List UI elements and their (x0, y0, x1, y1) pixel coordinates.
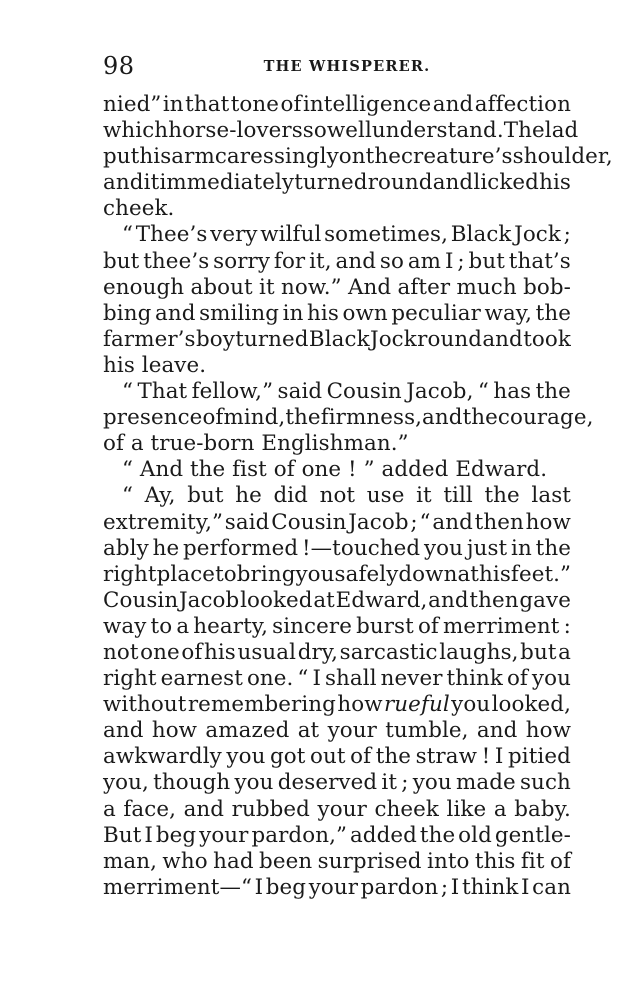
word: made (455, 770, 516, 796)
word: remembering (187, 692, 336, 718)
word: but (520, 639, 557, 665)
word: of (202, 405, 224, 431)
word: in (282, 300, 304, 326)
word: rueful (383, 692, 450, 718)
word: much (456, 274, 517, 300)
page-number: 98 (103, 52, 135, 80)
word: like (446, 796, 487, 822)
text-line (103, 483, 571, 509)
word: turned (294, 170, 368, 196)
word: in (511, 535, 532, 561)
word: Cousin (326, 379, 402, 405)
word: creature’s (400, 144, 513, 170)
word: it (381, 770, 398, 796)
word: think (461, 874, 519, 900)
word: out (310, 744, 346, 770)
word: performed (183, 535, 299, 561)
body-text (103, 92, 613, 901)
word: ! (481, 744, 491, 770)
word: you (234, 770, 274, 796)
word: his (103, 352, 135, 378)
word: had (213, 848, 254, 874)
word: arm (171, 144, 215, 170)
word: I (312, 666, 321, 692)
word: man, (103, 848, 158, 874)
word: awkwardly (103, 744, 222, 770)
word: such (519, 770, 571, 796)
word: about (190, 274, 253, 300)
word: Englishman.” (261, 431, 409, 457)
text-line (103, 249, 571, 275)
text-line (103, 405, 594, 431)
word: of (549, 848, 571, 874)
text-line (103, 327, 571, 353)
word: but (468, 248, 505, 274)
word: ; (440, 874, 449, 900)
word: I (444, 248, 454, 274)
text-line (103, 770, 571, 796)
word: at (313, 587, 335, 613)
word: till (443, 483, 473, 509)
word: bing (103, 300, 152, 326)
word: looked, (491, 692, 571, 718)
text-line (103, 170, 571, 196)
word: extremity,” (103, 509, 224, 535)
word: That (137, 379, 188, 405)
word: looked (240, 587, 313, 613)
word: after (397, 274, 451, 300)
word: to (215, 561, 237, 587)
word: now.” (281, 274, 342, 300)
word: use (366, 483, 405, 509)
word: Jock (514, 222, 561, 248)
word: your (317, 796, 367, 822)
word: firmness, (320, 405, 423, 431)
word: farmer’s (103, 326, 196, 352)
word: and (428, 587, 469, 613)
text-line (103, 875, 571, 901)
word: way (103, 613, 147, 639)
word: I (254, 874, 264, 900)
word: thee’s (143, 248, 210, 274)
word: took (523, 326, 571, 352)
word: his (139, 144, 172, 170)
word: in (162, 92, 184, 117)
word: Thee’s (135, 222, 208, 248)
word: licked (473, 170, 539, 196)
word: straw (415, 744, 478, 770)
text-line (103, 275, 571, 301)
word: of (273, 457, 295, 483)
word: has (493, 379, 532, 405)
word: a (558, 639, 571, 665)
word: think (446, 666, 503, 692)
text-line (103, 144, 613, 170)
word: that (185, 92, 230, 117)
word: which (103, 118, 169, 144)
word: But (103, 822, 142, 848)
text-line (103, 510, 571, 536)
word: the (375, 744, 412, 770)
word: nied” (103, 92, 162, 117)
word: “ (122, 222, 134, 248)
word: and (335, 248, 377, 274)
word: understand. (371, 118, 504, 144)
word: the (484, 483, 520, 509)
word: the (285, 405, 321, 431)
word: bob- (523, 274, 571, 300)
text-line (103, 118, 579, 144)
word: And (348, 274, 392, 300)
word: just (466, 535, 508, 561)
word: cheek (374, 796, 439, 822)
word: then (469, 587, 519, 613)
text-line (103, 666, 571, 692)
text-line (103, 562, 571, 588)
word: ; (401, 770, 409, 796)
word: it, (309, 248, 332, 274)
text-line (103, 692, 571, 718)
word: right (103, 666, 157, 692)
word: of (417, 613, 439, 639)
word: you (531, 666, 571, 692)
word: intelligence (302, 92, 432, 117)
text-line (103, 718, 571, 744)
word: rubbed (231, 796, 310, 822)
word: leave. (141, 352, 207, 378)
word: how (525, 718, 571, 744)
word: ; (410, 509, 418, 535)
word: affection (474, 92, 571, 117)
word: the (419, 822, 456, 848)
word: a (130, 431, 144, 457)
word: of (181, 639, 203, 665)
word: Jacob (348, 509, 409, 535)
word: sometimes, (324, 222, 449, 248)
word: the (535, 300, 571, 326)
text-line (103, 196, 571, 222)
word: and (183, 796, 225, 822)
word: own (342, 300, 388, 326)
word: “ (122, 483, 134, 509)
word: face, (123, 796, 177, 822)
word: the (189, 457, 226, 483)
word: round (367, 170, 433, 196)
word: “ (477, 379, 489, 405)
word: shoulder, (512, 144, 613, 170)
word: old (458, 822, 492, 848)
word: at (297, 718, 320, 744)
word: it (259, 274, 275, 300)
word: without (103, 692, 187, 718)
word: and (422, 405, 463, 431)
word: you (295, 561, 335, 587)
word: not (319, 483, 356, 509)
word: beg (265, 874, 307, 900)
word: surprised (317, 848, 422, 874)
word: then (474, 509, 524, 535)
text-line (103, 588, 571, 614)
word: ; (457, 248, 465, 274)
text-line (103, 353, 571, 379)
word: pardon,” (251, 822, 348, 848)
word: “ (122, 457, 134, 483)
text-line (103, 640, 571, 666)
word: And (139, 457, 184, 483)
word: safely (334, 561, 399, 587)
word: at (457, 561, 480, 587)
word: fellow,” (191, 379, 274, 405)
word: right (103, 561, 157, 587)
text-line (103, 457, 571, 483)
word: it (416, 483, 432, 509)
word: amazed (205, 718, 290, 744)
word: and (432, 92, 474, 117)
word: this (474, 848, 516, 874)
word: of (350, 744, 372, 770)
word: boy (195, 326, 235, 352)
word: “ (419, 509, 431, 535)
word: on (338, 144, 366, 170)
word: but (103, 248, 140, 274)
word: got (270, 744, 306, 770)
word: Edward, (335, 587, 428, 613)
word: how (525, 509, 571, 535)
word: lad (544, 118, 579, 144)
word: very (210, 222, 258, 248)
text-line (103, 823, 571, 849)
word: you (424, 535, 464, 561)
word: a (493, 796, 507, 822)
word: who (162, 848, 208, 874)
word: down (398, 561, 458, 587)
word: am (407, 248, 442, 274)
word: sincere (272, 613, 352, 639)
text-line (103, 431, 571, 457)
word: the (535, 379, 571, 405)
word: put (103, 144, 140, 170)
word: a (176, 613, 190, 639)
word: I (450, 874, 460, 900)
word: and (103, 170, 144, 196)
word: to (150, 613, 173, 639)
word: you, (103, 770, 149, 796)
word: well (326, 118, 372, 144)
word: of (103, 431, 124, 457)
word: smiling (199, 300, 280, 326)
word: Ay, (144, 483, 176, 509)
word: merriment—“ (103, 874, 252, 900)
text-line (103, 849, 571, 875)
word: how (337, 692, 383, 718)
word: I (144, 822, 153, 848)
word: his (479, 561, 511, 587)
word: hearty, (193, 613, 269, 639)
word: tumble, (385, 718, 469, 744)
word: beg (155, 822, 197, 848)
word: peculiar (391, 300, 481, 326)
word: your (308, 874, 359, 900)
word: your (199, 822, 249, 848)
word: bring (236, 561, 296, 587)
word: pitied (507, 744, 571, 770)
word: said (224, 509, 270, 535)
word: a (103, 796, 116, 822)
word: Cousin (103, 587, 179, 613)
word: caressingly (214, 144, 339, 170)
word: sarcastic (339, 639, 438, 665)
text-line (103, 301, 571, 327)
word: fist (232, 457, 267, 483)
word: turned (235, 326, 309, 352)
word: his (203, 639, 236, 665)
word: The (503, 118, 545, 144)
word: baby. (514, 796, 571, 822)
word: place (156, 561, 216, 587)
text-line (103, 797, 571, 823)
word: last (531, 483, 571, 509)
word: for (273, 248, 306, 274)
word: gave (519, 587, 571, 613)
word: !—touched (301, 535, 421, 561)
text-line (103, 536, 571, 562)
word: the (365, 144, 401, 170)
word: did (273, 483, 308, 509)
word: and (476, 718, 518, 744)
word: and (432, 509, 473, 535)
word: ” (363, 457, 375, 483)
word: of (506, 666, 528, 692)
text-line (103, 92, 571, 118)
word: the (535, 535, 571, 561)
word: courage, (497, 405, 594, 431)
word: into (427, 848, 470, 874)
text-line (103, 222, 571, 248)
word: immediately (159, 170, 295, 196)
word: : (563, 613, 571, 639)
word: not (103, 639, 139, 665)
word: tone (230, 92, 280, 117)
word: and (154, 300, 196, 326)
word: Jock (370, 326, 417, 352)
running-title: THE WHISPERER. (263, 58, 431, 75)
word: it (143, 170, 160, 196)
word: Jacob (178, 587, 240, 613)
word: fit (520, 848, 545, 874)
word: horse-lovers (168, 118, 303, 144)
word: wilful (260, 222, 322, 248)
word: “ (122, 379, 134, 405)
word: added (381, 457, 449, 483)
word: one (140, 639, 180, 665)
word: of (280, 92, 302, 117)
word: Cousin (271, 509, 347, 535)
word: true-born (150, 431, 255, 457)
text-line (103, 614, 571, 640)
word: I (494, 744, 504, 770)
word: and (432, 170, 474, 196)
word: Black (450, 222, 512, 248)
word: “ (297, 666, 309, 692)
word: though (153, 770, 231, 796)
word: and (103, 718, 144, 744)
word: his (539, 170, 571, 196)
word: never (380, 666, 443, 692)
word: that’s (508, 248, 571, 274)
word: ; (563, 222, 571, 248)
word: presence (103, 405, 203, 431)
word: deserved (277, 770, 378, 796)
word: sorry (213, 248, 271, 274)
word: his (307, 300, 339, 326)
word: pardon (360, 874, 439, 900)
word: so (379, 248, 404, 274)
word: Edward. (455, 457, 548, 483)
word: your (327, 718, 377, 744)
word: you (226, 744, 266, 770)
word: one (301, 457, 342, 483)
word: ably (103, 535, 149, 561)
word: you (451, 692, 491, 718)
word: how (151, 718, 198, 744)
word: Black (308, 326, 370, 352)
word: round (417, 326, 482, 352)
word: laughs, (439, 639, 519, 665)
word: one. (246, 666, 294, 692)
word: shall (324, 666, 377, 692)
word: can (532, 874, 571, 900)
word: the (462, 405, 498, 431)
word: burst (356, 613, 414, 639)
word: cheek. (103, 196, 175, 222)
word: feet.” (510, 561, 572, 587)
word: but (187, 483, 224, 509)
word: usual (237, 639, 297, 665)
word: you (412, 770, 452, 796)
word: and (482, 326, 523, 352)
page-header (103, 52, 571, 82)
word: dry, (297, 639, 339, 665)
word: earnest (160, 666, 243, 692)
word: he (235, 483, 262, 509)
word: way, (484, 300, 533, 326)
word: said (277, 379, 323, 405)
word: been (259, 848, 313, 874)
word: added (349, 822, 417, 848)
word: ! (348, 457, 357, 483)
text-line (103, 379, 571, 405)
word: he (152, 535, 180, 561)
word: gentle- (494, 822, 571, 848)
word: I (520, 874, 530, 900)
word: mind, (223, 405, 286, 431)
word: Jacob, (406, 379, 474, 405)
text-line (103, 744, 571, 770)
word: so (302, 118, 327, 144)
word: enough (103, 274, 185, 300)
word: merriment (443, 613, 560, 639)
